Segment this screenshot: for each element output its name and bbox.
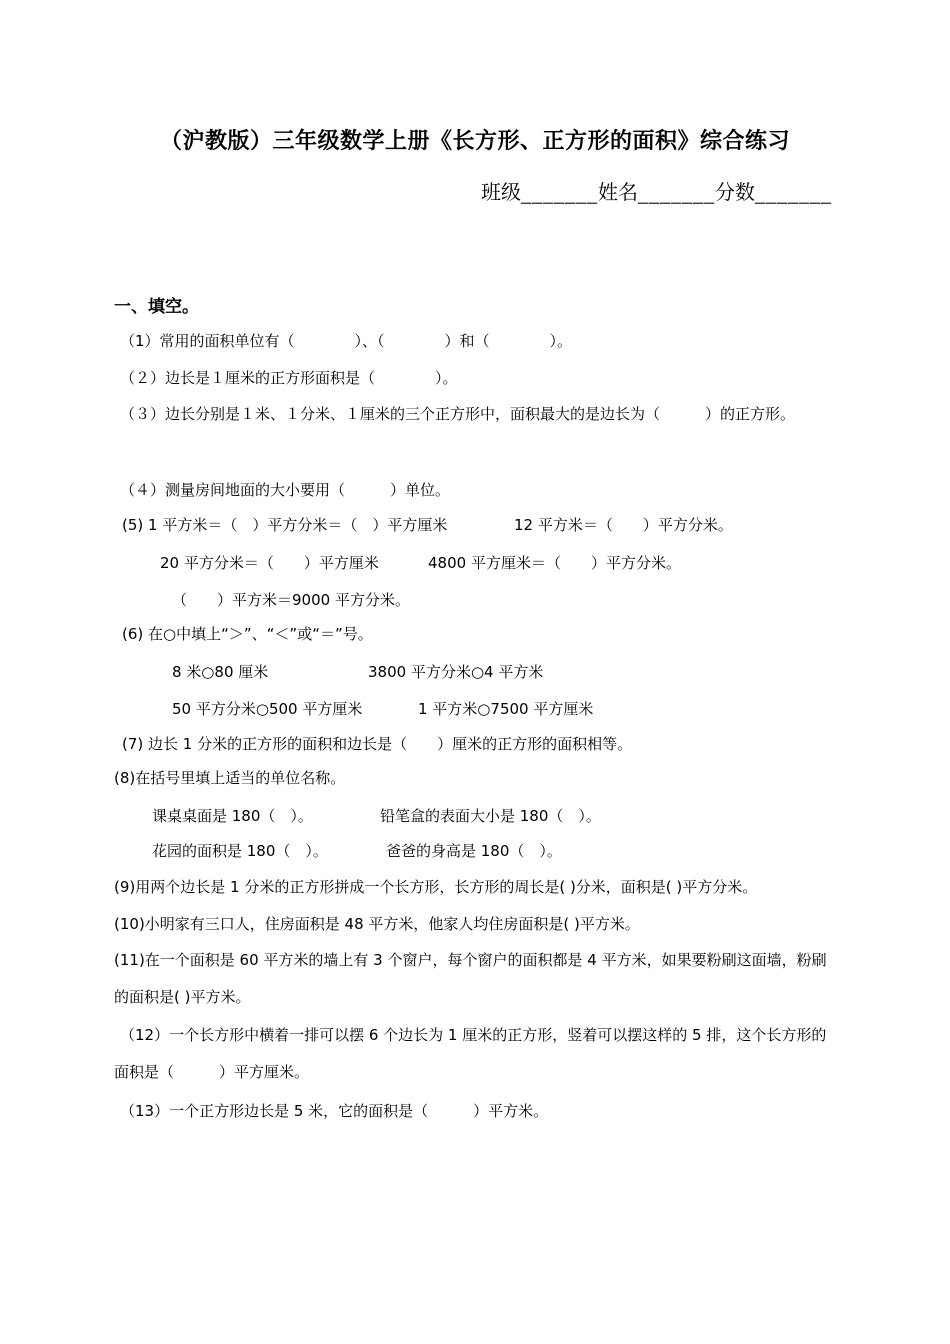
question-13: （13）一个正方形边长是 5 米，它的面积是（ ）平方米。 <box>120 1102 549 1120</box>
question-2: （２）边长是１厘米的正方形面积是（ ）。 <box>120 369 458 387</box>
question-5-part-d: 4800 平方厘米＝（ ）平方分米。 <box>428 554 681 572</box>
name-label: 姓名 <box>598 180 638 204</box>
question-5-part-c: 20 平方分米＝（ ）平方厘米 <box>160 554 379 572</box>
question-12: （12）一个长方形中横着一排可以摆 6 个边长为 1 厘米的正方形，竖着可以摆这样的 5 排，这个长方形的面积是（ ）平方厘米。 <box>114 1026 827 1081</box>
question-6: (6) 在○中填上“＞”、“＜”或“＝”号。 <box>122 625 373 643</box>
page-title: （沪教版）三年级数学上册《长方形、正方形的面积》综合练习 <box>159 129 790 154</box>
section-heading-fill-in: 一、填空。 <box>114 297 199 317</box>
name-blank: _______ <box>638 180 715 204</box>
score-blank: _______ <box>755 180 832 204</box>
question-3: （３）边长分别是１米、１分米、１厘米的三个正方形中，面积最大的是边长为（ ）的正方形。 <box>120 405 796 423</box>
question-1: （1）常用的面积单位有（ ）、（ ）和（ ）。 <box>120 332 573 350</box>
question-11: (11)在一个面积是 60 平方米的墙上有 3 个窗户，每个窗户的面积都是 4 平方米，如果要粉刷这面墙，粉刷的面积是( )平方米。 <box>114 951 827 1006</box>
question-6-item-b: 3800 平方分米○4 平方米 <box>368 663 544 681</box>
question-8: (8)在括号里填上适当的单位名称。 <box>114 769 346 787</box>
question-5-part-e: （ ）平方米＝9000 平方分米。 <box>172 591 410 609</box>
question-5-part-a: (5) 1 平方米＝（ ）平方分米＝（ ）平方厘米 <box>122 516 448 534</box>
question-8-item-b: 铅笔盒的表面大小是 180（ ）。 <box>380 807 601 825</box>
question-5-part-b: 12 平方米＝（ ）平方分米。 <box>514 516 733 534</box>
question-6-item-d: 1 平方米○7500 平方厘米 <box>418 700 594 718</box>
question-4: （４）测量房间地面的大小要用（ ）单位。 <box>120 481 451 499</box>
class-label: 班级 <box>481 180 521 204</box>
question-6-item-a: 8 米○80 厘米 <box>172 663 269 681</box>
question-8-item-d: 爸爸的身高是 180（ ）。 <box>386 842 562 860</box>
student-info-line <box>481 176 832 205</box>
class-blank: _______ <box>521 180 598 204</box>
question-8-item-a: 课桌桌面是 180（ ）。 <box>152 807 313 825</box>
question-7: (7) 边长 1 分米的正方形的面积和边长是（ ）厘米的正方形的面积相等。 <box>122 735 633 753</box>
question-8-item-c: 花园的面积是 180（ ）。 <box>152 842 328 860</box>
question-9: (9)用两个边长是 1 分米的正方形拼成一个长方形，长方形的周长是( )分米，面积是( )平方分米。 <box>114 878 758 896</box>
question-6-item-c: 50 平方分米○500 平方厘米 <box>172 700 363 718</box>
score-label: 分数 <box>715 180 755 204</box>
question-10: (10)小明家有三口人，住房面积是 48 平方米，他家人均住房面积是( )平方米。 <box>114 915 640 933</box>
